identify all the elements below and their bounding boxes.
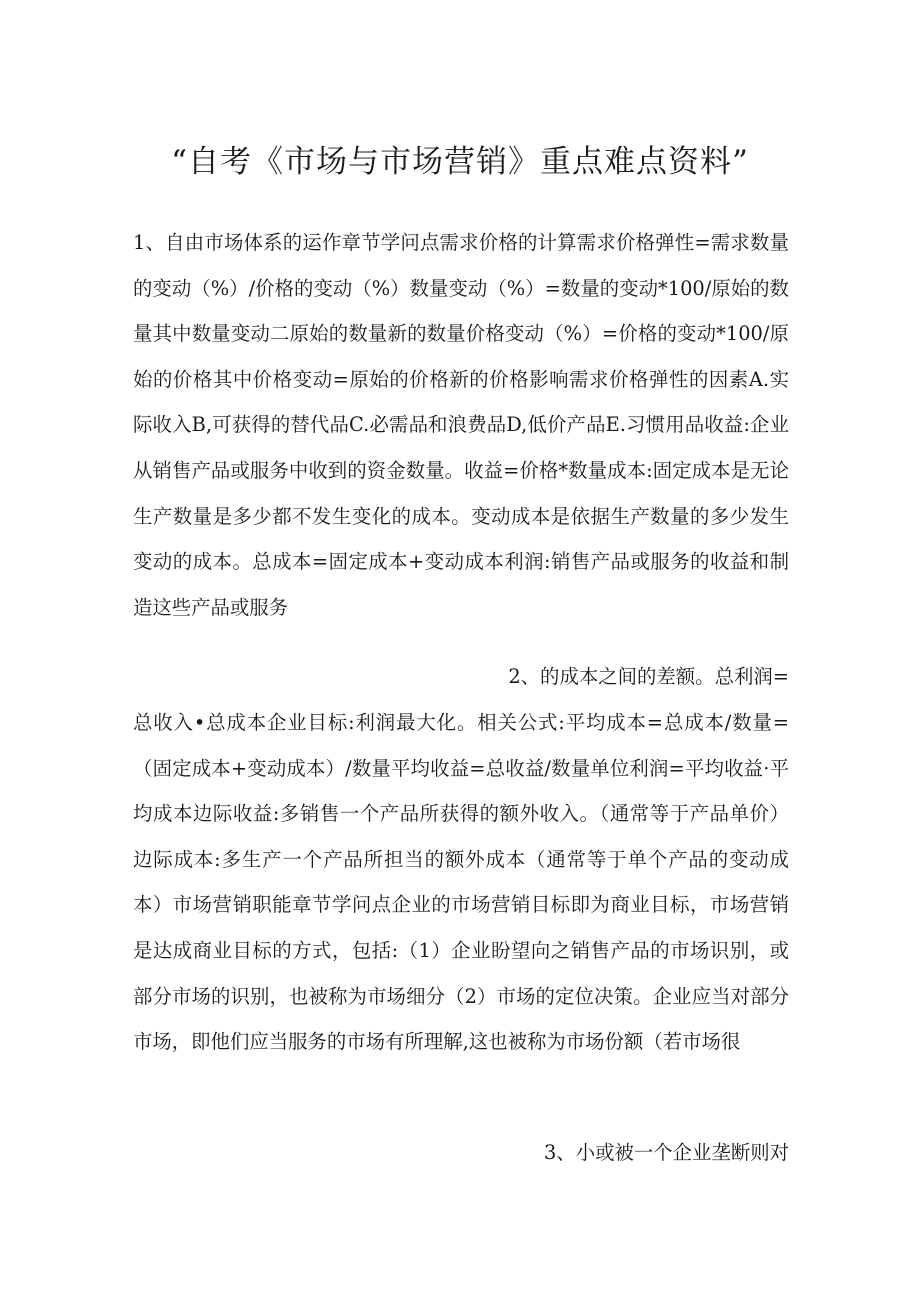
paragraph-3-lead: 3、小或被一个企业垄断则对 xyxy=(543,1141,789,1164)
document-title: “自考《市场与市场营销》重点难点资料” xyxy=(171,144,749,180)
paragraph-2: 总收入•总成本企业目标:利润最大化。相关公式:平均成本=总成本/数量=（固定成本+变动成本）/数量平均收益=总收益/数量单位利润=平均收益·平均成本边际收益:多销售一个产品所获得的额外收入。（通常等于产品单价）边际成本:多生产一个产品所担当的额外成本（通常等于单个产品的变动成本）市场营销职能章节学问点企业的市场营销目标即为商业目标，市场营销是达成商业目标的方式，包括:（1）企业盼望向之销售产品的市场识别，或部分市场的识别，也被称为市场细分（2）市场的定位决策。企业应当对部分市场，即他们应当服务的市场有所理解,这也被称为市场份额（若市场很 xyxy=(133,711,789,1054)
paragraph-1: 1、自由市场体系的运作章节学问点需求价格的计算需求价格弹性=需求数量的变动（%）/价格的变动（%）数量变动（%）=数量的变动*100/原始的数量其中数量变动二原始的数量新的数量价格变动（%）=价格的变动*100/原始的价格其中价格变动=原始的价格新的价格影响需求价格弹性的因素A.实际收入B,可获得的替代品C.必需品和浪费品D,低价产品E.习惯用品收益:企业从销售产品或服务中收到的资金数量。收益=价格*数量成本:固定成本是无论生产数量是多少都不发生变化的成本。变动成本是依据生产数量的多少发生变动的成本。总成本=固定成本+变动成本利润:销售产品或服务的收益和制造这些产品或服务 xyxy=(133,231,789,619)
paragraph-2-lead: 2、的成本之间的差额。总利润= xyxy=(508,665,789,688)
